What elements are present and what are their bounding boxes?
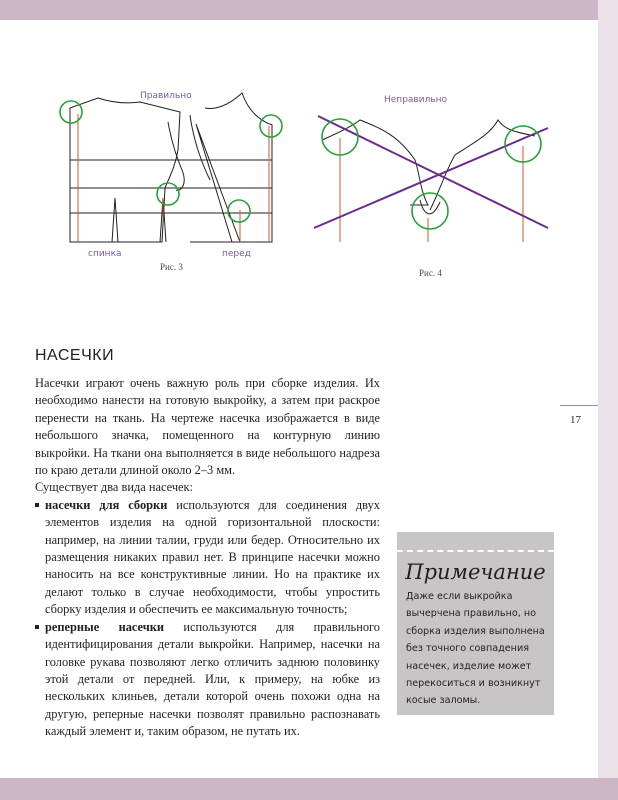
bottom-color-band — [0, 778, 618, 800]
figure-incorrect-caption: Рис. 4 — [419, 268, 442, 278]
figure-incorrect-lines — [340, 138, 523, 242]
center-curve — [420, 200, 440, 214]
figure-front-label: перед — [222, 249, 251, 259]
pattern-figures — [0, 20, 598, 320]
figure-correct-caption: Рис. 3 — [160, 262, 183, 272]
back-dart-left — [112, 198, 118, 242]
page-number: 17 — [570, 414, 581, 426]
back-piece-outline — [70, 98, 180, 242]
list-item — [35, 619, 380, 741]
front-piece-outline — [168, 93, 272, 242]
types-intro: Существует два вида насечек: — [35, 480, 194, 495]
notch-circle — [157, 183, 179, 205]
note-dashes — [397, 550, 554, 552]
figure-back-label: спинка — [88, 249, 122, 259]
notch-circle — [260, 115, 282, 137]
body-text — [35, 375, 380, 741]
figure-incorrect-cross — [314, 116, 548, 228]
figure-correct-notch-circles — [60, 101, 282, 222]
list-item-text: используются для соединения двух элементов изделия на одной горизонтальной плоскости: например, на линии талии, груди или бедер. Относительно их размещения никаких правил нет. В принципе насечки можно наносить на все конструктивные линии. Но на практике их делают только в случае необходимости, чтобы упростить сборку изделия и обеспечить ее максимальную точность; — [45, 497, 380, 617]
side-color-band — [598, 0, 618, 800]
notch-circle — [60, 101, 82, 123]
note-text: Даже если выкройка вычерчена правильно, но сборка изделия выполнена без точного совпадения насечек, изделие может перекоситься и возникнут косые заломы. — [406, 591, 545, 707]
notch-types-list — [35, 497, 380, 741]
list-item-term: насечки для сборки — [45, 497, 168, 512]
section-heading: НАСЕЧКИ — [35, 347, 115, 364]
list-item — [35, 497, 380, 619]
figure-correct — [70, 93, 272, 242]
figure-correct-notch-lines — [78, 114, 269, 242]
notch-circle — [228, 200, 250, 222]
notch-circle — [412, 193, 448, 229]
figure-correct-title: Правильно — [140, 91, 192, 101]
intro-paragraph: Насечки играют очень важную роль при сборке изделия. Их необходимо нанести на готовую выкройку, а затем при раскрое перенести на ткань. На чертеже насечка изображается в виде небольшого значка, помещенного на контурную линию выкройки. На ткани она выполняется в виде небольшого надреза по краю детали длиной около 2–3 мм. — [35, 376, 380, 478]
top-color-band — [0, 0, 618, 20]
neck-curve — [190, 115, 210, 180]
list-item-term: реперные насечки — [45, 619, 165, 634]
note-title: Примечание — [405, 560, 546, 584]
figure-incorrect-circles — [322, 119, 541, 229]
list-item-text: используются для правильного идентифицирования детали выкройки. Например, насечки на головке рукава позволяют легко отличить заднюю половинку этой детали от передней. Или, к примеру, на юбке из нескольких клиньев, детали которой очень похожи одна на другую, реперные насечки позволят правильно распознавать каждый элемент и, таким образом, не путать их. — [45, 619, 381, 739]
front-dart — [196, 124, 240, 242]
page-number-rule — [560, 405, 598, 406]
figure-incorrect-title: Неправильно — [384, 95, 448, 105]
note-box — [397, 532, 554, 715]
